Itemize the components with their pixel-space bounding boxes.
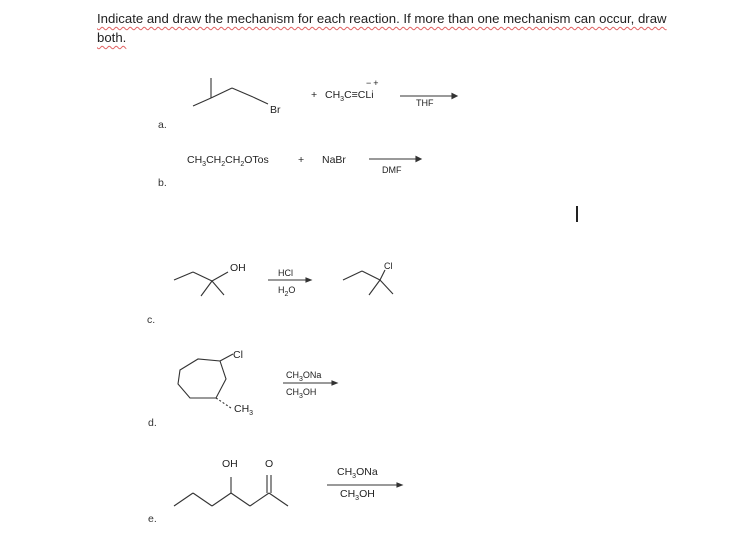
arrowhead	[416, 157, 421, 162]
reaction-d-condition-bottom	[286, 387, 316, 400]
reaction-d-condition-top	[286, 370, 321, 383]
reaction-d-substituent-ch3	[234, 403, 253, 417]
reaction-a-substrate-skeleton	[193, 78, 268, 106]
reaction-c-label: c.	[147, 314, 156, 326]
reaction-c-arrow	[268, 278, 311, 282]
bond	[231, 493, 250, 506]
dashed-bond	[216, 398, 231, 408]
substrate-subscript: 2	[221, 161, 226, 169]
bond	[220, 354, 233, 361]
reaction-a-charges: −+	[366, 78, 381, 88]
bond	[250, 493, 269, 506]
reaction-b-plus: +	[298, 154, 305, 166]
bond	[212, 493, 231, 506]
reaction-a-condition: THF	[416, 98, 434, 108]
bond	[193, 493, 212, 506]
bond	[232, 88, 253, 97]
reaction-e-condition-bottom	[340, 488, 375, 502]
reaction-d-substituent-cl: Cl	[233, 349, 243, 361]
reaction-e-label: e.	[148, 513, 157, 525]
condition-text: O	[288, 285, 296, 295]
substituent-text: CH	[234, 403, 250, 415]
condition-subscript: 3	[355, 495, 360, 503]
bond	[369, 280, 380, 295]
reagent-subscript: 3	[340, 96, 345, 104]
condition-text: CH	[286, 387, 299, 397]
condition-text: OH	[359, 488, 375, 500]
reaction-e-condition-top	[337, 466, 378, 480]
condition-text: CH	[337, 466, 353, 478]
arrowhead	[306, 278, 311, 282]
reagent-text: C≡CLi	[344, 89, 374, 101]
reaction-a-leaving-group: Br	[270, 104, 281, 116]
instructions-line-2: both.	[97, 30, 127, 45]
reaction-e-chain-skeleton	[174, 475, 288, 506]
reaction-c-reactant-group: OH	[230, 262, 246, 274]
arrowhead	[397, 483, 402, 487]
bond	[174, 272, 193, 280]
reaction-d-cyclohexane-ring	[178, 354, 233, 408]
reagent-text: CH	[325, 89, 341, 101]
condition-text: OH	[302, 387, 317, 397]
reaction-a-label: a.	[158, 119, 167, 131]
reaction-d-label: d.	[148, 417, 157, 429]
reaction-c-condition-bottom	[278, 285, 295, 298]
instructions-line-1: Indicate and draw the mechanism for each reaction. If more than one mechanism can occur, draw	[97, 11, 667, 26]
bond	[212, 272, 228, 281]
bond	[380, 270, 385, 280]
text-cursor	[576, 206, 578, 222]
reaction-a-reagent	[325, 89, 374, 103]
reaction-c-reactant-skeleton	[174, 272, 228, 296]
condition-text: CH	[286, 370, 299, 380]
condition-subscript: 3	[299, 375, 303, 383]
ring	[178, 359, 226, 398]
substrate-text: CH	[187, 154, 203, 166]
arrowhead	[452, 94, 457, 99]
reaction-e-group-oh: OH	[222, 458, 238, 470]
bond	[212, 281, 224, 295]
reaction-b-arrow	[369, 157, 421, 162]
reaction-b-label: b.	[158, 177, 167, 189]
bond	[343, 271, 362, 280]
bond	[380, 280, 393, 294]
reaction-e-arrow	[327, 483, 402, 487]
bond	[211, 88, 232, 98]
substrate-subscript: 3	[202, 161, 207, 169]
bond	[362, 271, 380, 280]
reaction-b-substrate	[187, 154, 269, 168]
reaction-b-reagent: NaBr	[322, 154, 346, 166]
reaction-c-condition-top: HCl	[278, 268, 293, 278]
condition-text: CH	[340, 488, 356, 500]
reaction-c-product-skeleton	[343, 270, 393, 295]
substrate-text: CH	[206, 154, 222, 166]
reaction-b-condition: DMF	[382, 165, 402, 175]
bond	[193, 272, 212, 281]
condition-subscript: 3	[299, 392, 303, 400]
reaction-c-product-group: Cl	[384, 261, 393, 271]
bond	[253, 97, 268, 104]
condition-text: ONa	[356, 466, 378, 478]
condition-subscript: 3	[352, 473, 357, 481]
reaction-e-group-o: O	[265, 458, 274, 470]
substrate-text: OTos	[244, 154, 269, 166]
condition-text: ONa	[302, 370, 322, 380]
substituent-subscript: 3	[249, 410, 254, 418]
arrowhead	[332, 381, 337, 385]
condition-text: H	[278, 285, 285, 295]
bond	[201, 281, 212, 296]
reaction-a-plus: +	[311, 89, 318, 101]
bond	[174, 493, 193, 506]
bond	[269, 493, 288, 506]
bond	[193, 98, 211, 106]
condition-subscript: 2	[284, 290, 289, 298]
substrate-subscript: 2	[240, 161, 245, 169]
substrate-text: CH	[225, 154, 241, 166]
